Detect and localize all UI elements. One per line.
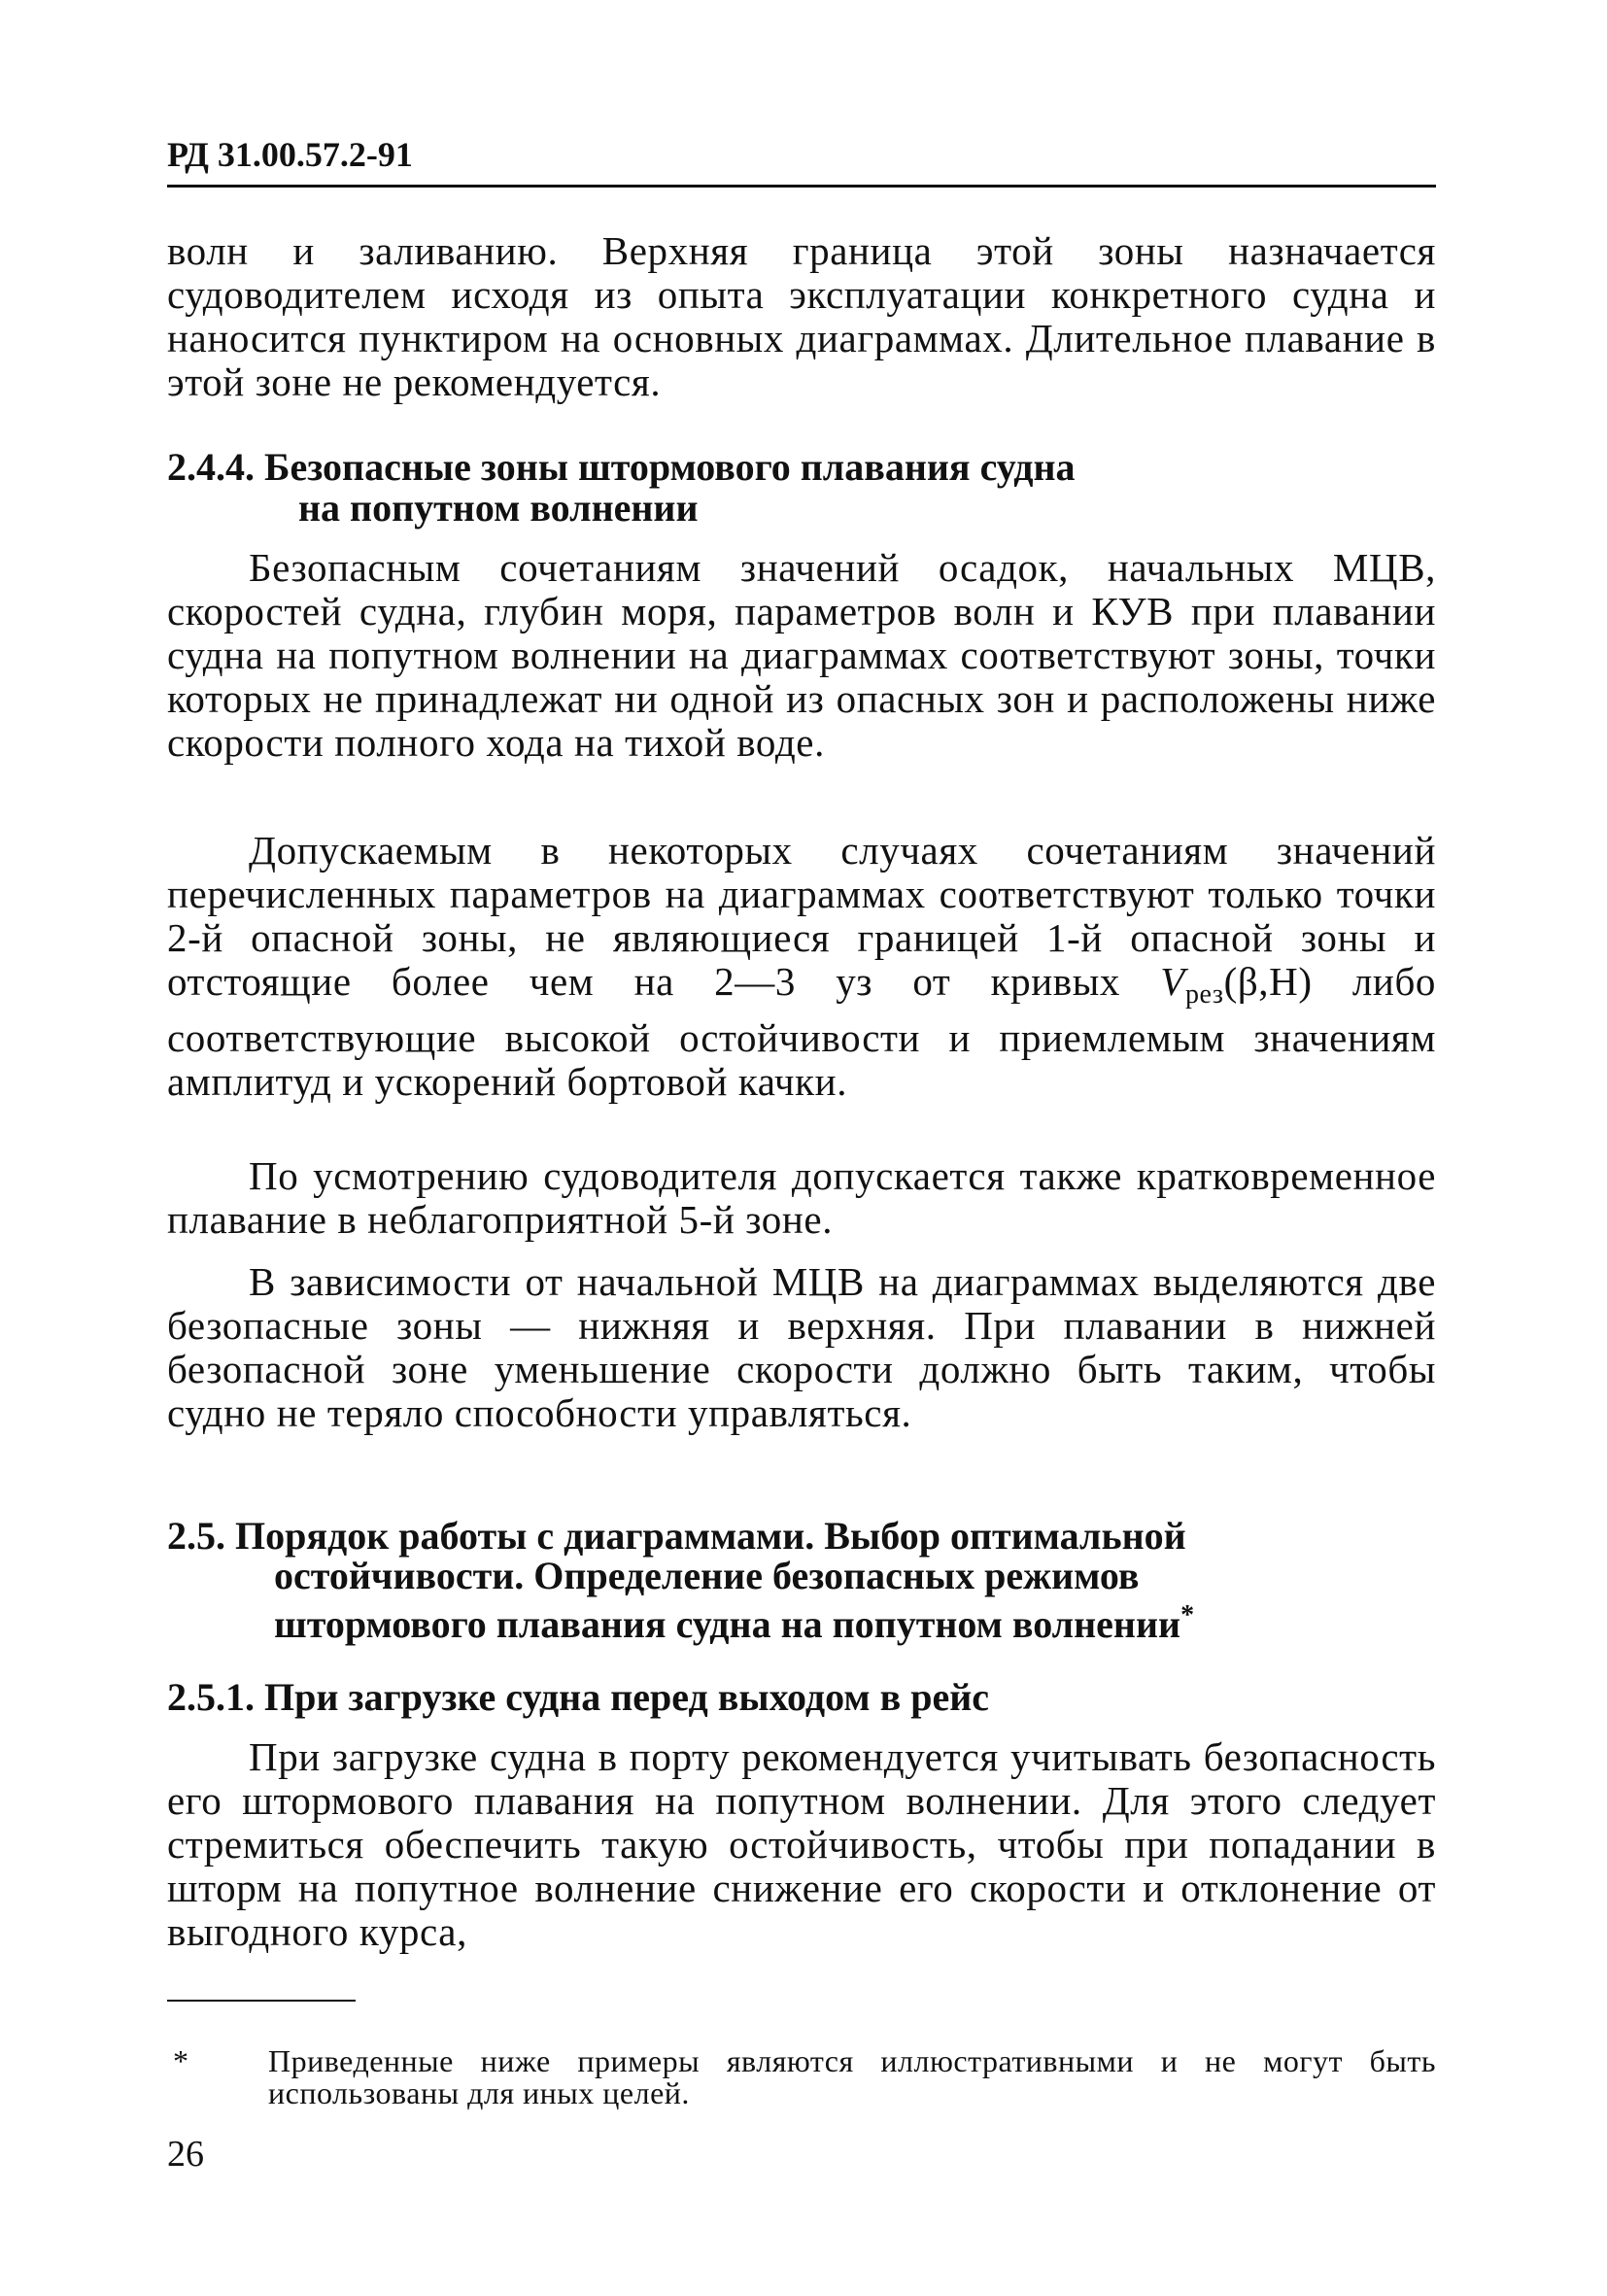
section-title-line2: на попутном волнении: [298, 486, 699, 530]
footnote-reference: *: [1180, 1600, 1195, 1630]
paragraph-loading: При загрузке судна в порту рекомендуется учитывать безопасность его штормового плавания на попутном волнении. Для этого следует стремиться обеспечить такую остойчивость, чтобы при попадании в шторм на попутное волнение снижение его скорости и отклонение от выгодного курса,: [167, 1734, 1436, 1954]
footnote-text: Приведенные ниже примеры являются иллюстративными и не могут быть использованы для иных целей.: [268, 2043, 1436, 2110]
section-2-5-heading-cont2: [274, 1595, 1194, 1645]
section-2-5-heading-cont: [274, 1556, 1140, 1596]
paragraph-text-a: Допускаемым в некоторых случаях сочетаниям значений перечисленных параметров на диаграммах соответствуют только точки 2-й опасной зоны, не являющиеся границей 1-й опасной зоны и отстоящие более чем на 2—3 уз от кривых: [167, 828, 1436, 1004]
section-number: 2.5.: [167, 1514, 225, 1558]
section-title-line3: штормового плавания судна на попутном волнении: [274, 1602, 1181, 1646]
section-2-5-heading: [167, 1516, 1186, 1557]
section-2-4-4-heading-cont: [298, 488, 699, 529]
footnote-divider: [167, 2000, 356, 2002]
paragraph-safe-zones: Безопасным сочетаниям значений осадок, начальных МЦВ, скоростей судна, глубин моря, параметров волн и КУВ при плавании судна на попутном волнении на диаграммах соответствуют зоны, точки которых не принадлежат ни одной из опасных зон и расположены ниже скорости полного хода на тихой воде.: [167, 545, 1436, 765]
section-number: 2.4.4.: [167, 445, 255, 489]
paragraph-text-b: (β,Н) либо соответствующие высокой остойчивости и приемлемым значениям амплитуд и ускорений бортовой качки.: [167, 959, 1437, 1104]
section-title-line1: Порядок работы с диаграммами. Выбор оптимальной: [235, 1514, 1186, 1558]
section-title-line2: остойчивости. Определение безопасных режимов: [274, 1554, 1140, 1597]
footnote-mark: *: [173, 2043, 188, 2078]
document-code: РД 31.00.57.2-91: [167, 135, 413, 174]
section-number: 2.5.1.: [167, 1675, 255, 1719]
paragraph-short-term: По усмотрению судоводителя допускается также кратковременное плавание в неблагоприятной 5-й зоне.: [167, 1153, 1436, 1242]
document-page: [167, 0, 1436, 2296]
section-2-5-1-heading: [167, 1677, 989, 1718]
section-2-4-4-heading: [167, 447, 1076, 488]
paragraph-two-safe-zones: В зависимости от начальной МЦВ на диаграммах выделяются две безопасные зоны — нижняя и верхняя. При плавании в нижней безопасной зоне уменьшение скорости должно быть таким, чтобы судно не теряло способности управляться.: [167, 1259, 1436, 1435]
page-number: 26: [167, 2134, 204, 2175]
paragraph-permissible-combinations: [167, 829, 1436, 1104]
running-header: [167, 134, 1436, 188]
section-title-line1: Безопасные зоны штормового плавания судна: [264, 445, 1076, 489]
section-title: При загрузке судна перед выходом в рейс: [264, 1675, 990, 1719]
intro-paragraph: волн и заливанию. Верхняя граница этой зоны назначается судоводителем исходя из опыта эксплуатации конкретного судна и наносится пунктиром на основных диаграммах. Длительное плавание в этой зоне не рекомендуется.: [167, 228, 1436, 404]
velocity-symbol: V: [1160, 959, 1185, 1004]
velocity-subscript: рез: [1184, 979, 1224, 1010]
